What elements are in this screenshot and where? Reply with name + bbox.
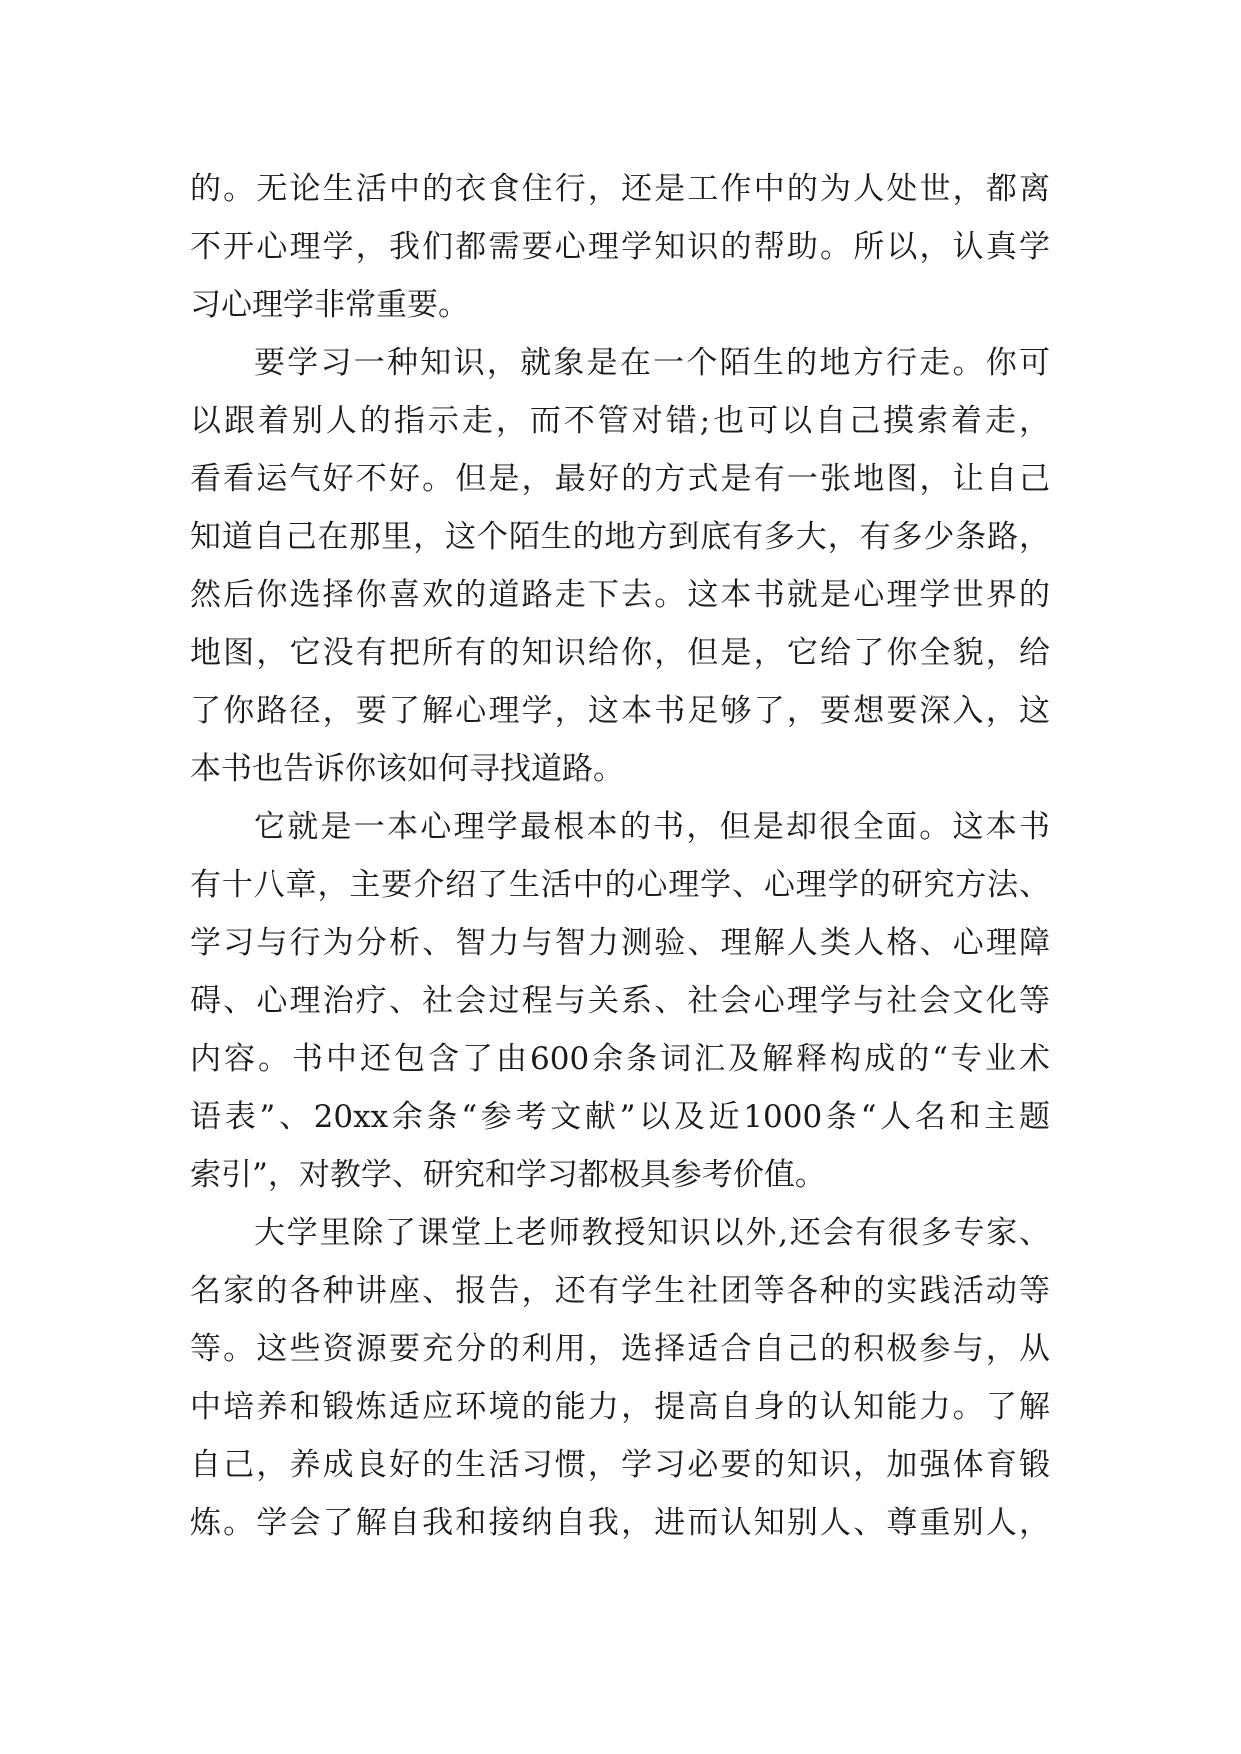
text-line: 然后你选择你喜欢的道路走下去。这本书就是心理学世界的 — [190, 577, 1050, 613]
text-line: 地图，它没有把所有的知识给你，但是，它给了你全貌，给 — [190, 635, 1050, 671]
text-line: 自己，养成良好的生活习惯，学习必要的知识，加强体育锻 — [190, 1447, 1050, 1483]
text-line: 语表”、20xx余条“参考文献”以及近1000条“人名和主题 — [190, 1099, 1050, 1135]
text-line: 知道自己在那里，这个陌生的地方到底有多大，有多少条路， — [190, 519, 1050, 555]
text-line: 了你路径，要了解心理学，这本书足够了，要想要深入，这 — [190, 693, 1050, 729]
text-line: 学习与行为分析、智力与智力测验、理解人类人格、心理障 — [190, 925, 1050, 961]
text-line: 习心理学非常重要。 — [190, 287, 469, 323]
text-line: 中培养和锻炼适应环境的能力，提高自身的认知能力。了解 — [190, 1389, 1050, 1425]
paragraph-first-line: 大学里除了课堂上老师教授知识以外,还会有很多专家、 — [254, 1215, 1050, 1251]
text-line: 名家的各种讲座、报告，还有学生社团等各种的实践活动等 — [190, 1273, 1050, 1309]
text-line: 看看运气好不好。但是，最好的方式是有一张地图，让自己 — [190, 461, 1050, 497]
text-line: 碍、心理治疗、社会过程与关系、社会心理学与社会文化等 — [190, 983, 1050, 1019]
text-line: 的。无论生活中的衣食住行，还是工作中的为人处世，都离 — [190, 171, 1050, 207]
document-body — [190, 160, 1050, 1552]
text-line: 炼。学会了解自我和接纳自我，进而认知别人、尊重别人， — [190, 1505, 1050, 1541]
text-line: 有十八章，主要介绍了生活中的心理学、心理学的研究方法、 — [190, 867, 1050, 903]
paragraph-first-line: 它就是一本心理学最根本的书，但是却很全面。这本书 — [254, 809, 1050, 845]
paragraph-first-line: 要学习一种知识，就象是在一个陌生的地方行走。你可 — [254, 345, 1050, 381]
text-line: 索引”，对教学、研究和学习都极具参考价值。 — [190, 1157, 826, 1193]
text-line: 不开心理学，我们都需要心理学知识的帮助。所以，认真学 — [190, 229, 1050, 265]
text-line: 以跟着别人的指示走，而不管对错;也可以自己摸索着走， — [190, 403, 1050, 439]
text-line: 等。这些资源要充分的利用，选择适合自己的积极参与，从 — [190, 1331, 1050, 1367]
text-line: 内容。书中还包含了由600余条词汇及解释构成的“专业术 — [190, 1041, 1050, 1077]
text-line: 本书也告诉你该如何寻找道路。 — [190, 751, 624, 787]
